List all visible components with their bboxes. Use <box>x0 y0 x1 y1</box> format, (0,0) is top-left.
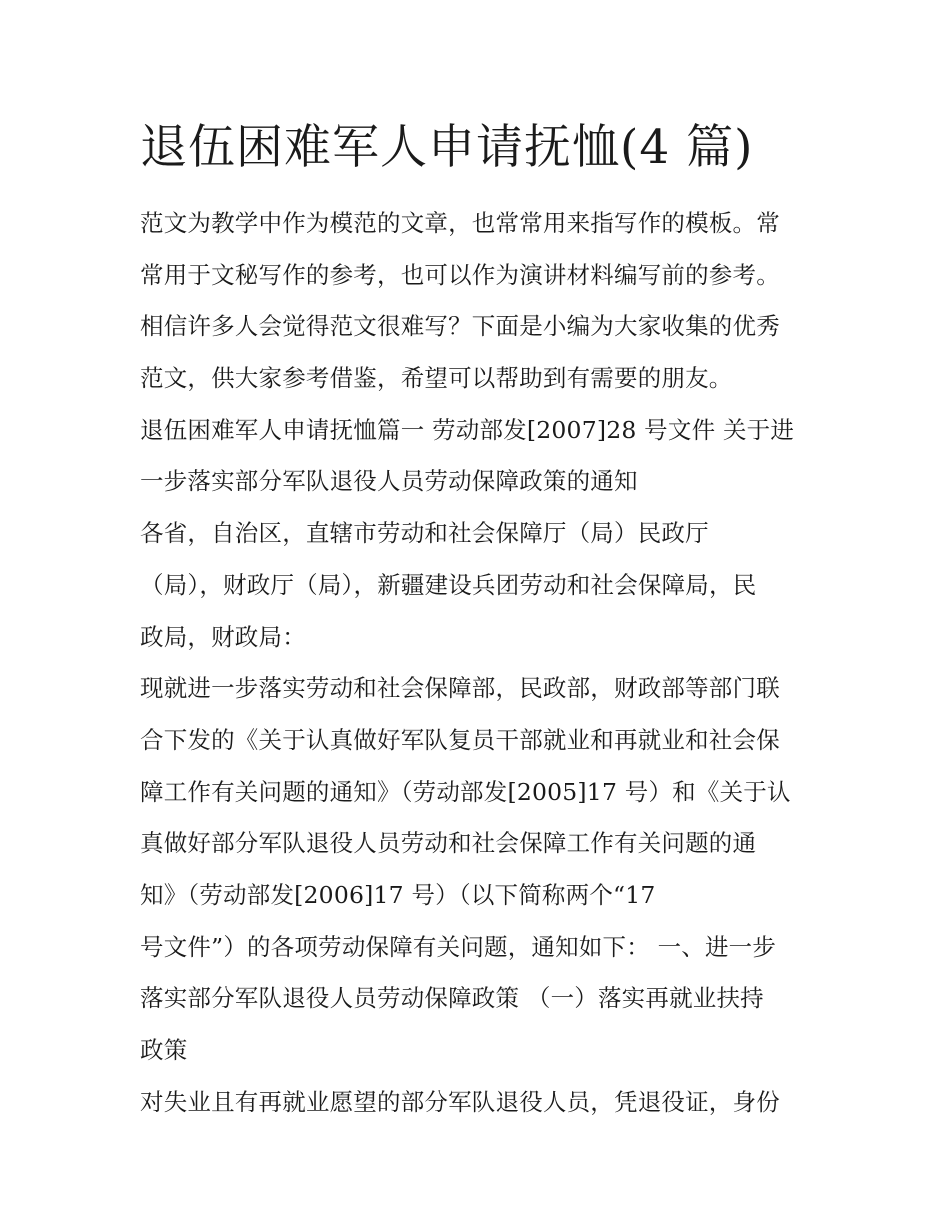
text-line: 政策 <box>140 1036 188 1064</box>
text-line: 各省，自治区，直辖市劳动和社会保障厅（局）民政厅 <box>140 519 709 548</box>
text-line: 现就进一步落实劳动和社会保障部，民政部，财政部等部门联 <box>140 674 780 703</box>
text-line: 范文，供大家参考借鉴，希望可以帮助到有需要的朋友。 <box>140 364 733 393</box>
text-line: （局），财政厅（局），新疆建设兵团劳动和社会保障局，民 <box>140 570 757 599</box>
text-line: 一步落实部分军队退役人员劳动保障政策的通知 <box>140 467 638 496</box>
document-body <box>140 198 820 1128</box>
text-line: 对失业且有再就业愿望的部分军队退役人员，凭退役证，身份 <box>140 1087 780 1116</box>
text-line: 相信许多人会觉得范文很难写？下面是小编为大家收集的优秀 <box>140 312 780 341</box>
text-line: 退伍困难军人申请抚恤篇一 劳动部发[2007]28 号文件 关于进 <box>140 415 795 444</box>
text-line: 范文为教学中作为模范的文章，也常常用来指写作的模板。常 <box>140 209 780 237</box>
text-line: 合下发的《关于认真做好军队复员干部就业和再就业和社会保 <box>140 725 780 754</box>
text-line: 落实部分军队退役人员劳动保障政策 （一）落实再就业扶持 <box>140 984 764 1013</box>
text-line: 知》（劳动部发[2006]17 号）（以下简称两个“17 <box>140 880 656 909</box>
text-line: 政局，财政局： <box>140 622 306 651</box>
text-line: 障工作有关问题的通知》（劳动部发[2005]17 号）和《关于认 <box>140 777 791 806</box>
document-title: 退伍困难军人申请抚恤(4 篇) <box>140 120 754 175</box>
text-line: 号文件”）的各项劳动保障有关问题，通知如下： 一、进一步 <box>140 932 777 961</box>
text-line: 真做好部分军队退役人员劳动和社会保障工作有关问题的通 <box>140 829 757 858</box>
text-line: 常用于文秘写作的参考，也可以作为演讲材料编写前的参考。 <box>140 260 780 289</box>
